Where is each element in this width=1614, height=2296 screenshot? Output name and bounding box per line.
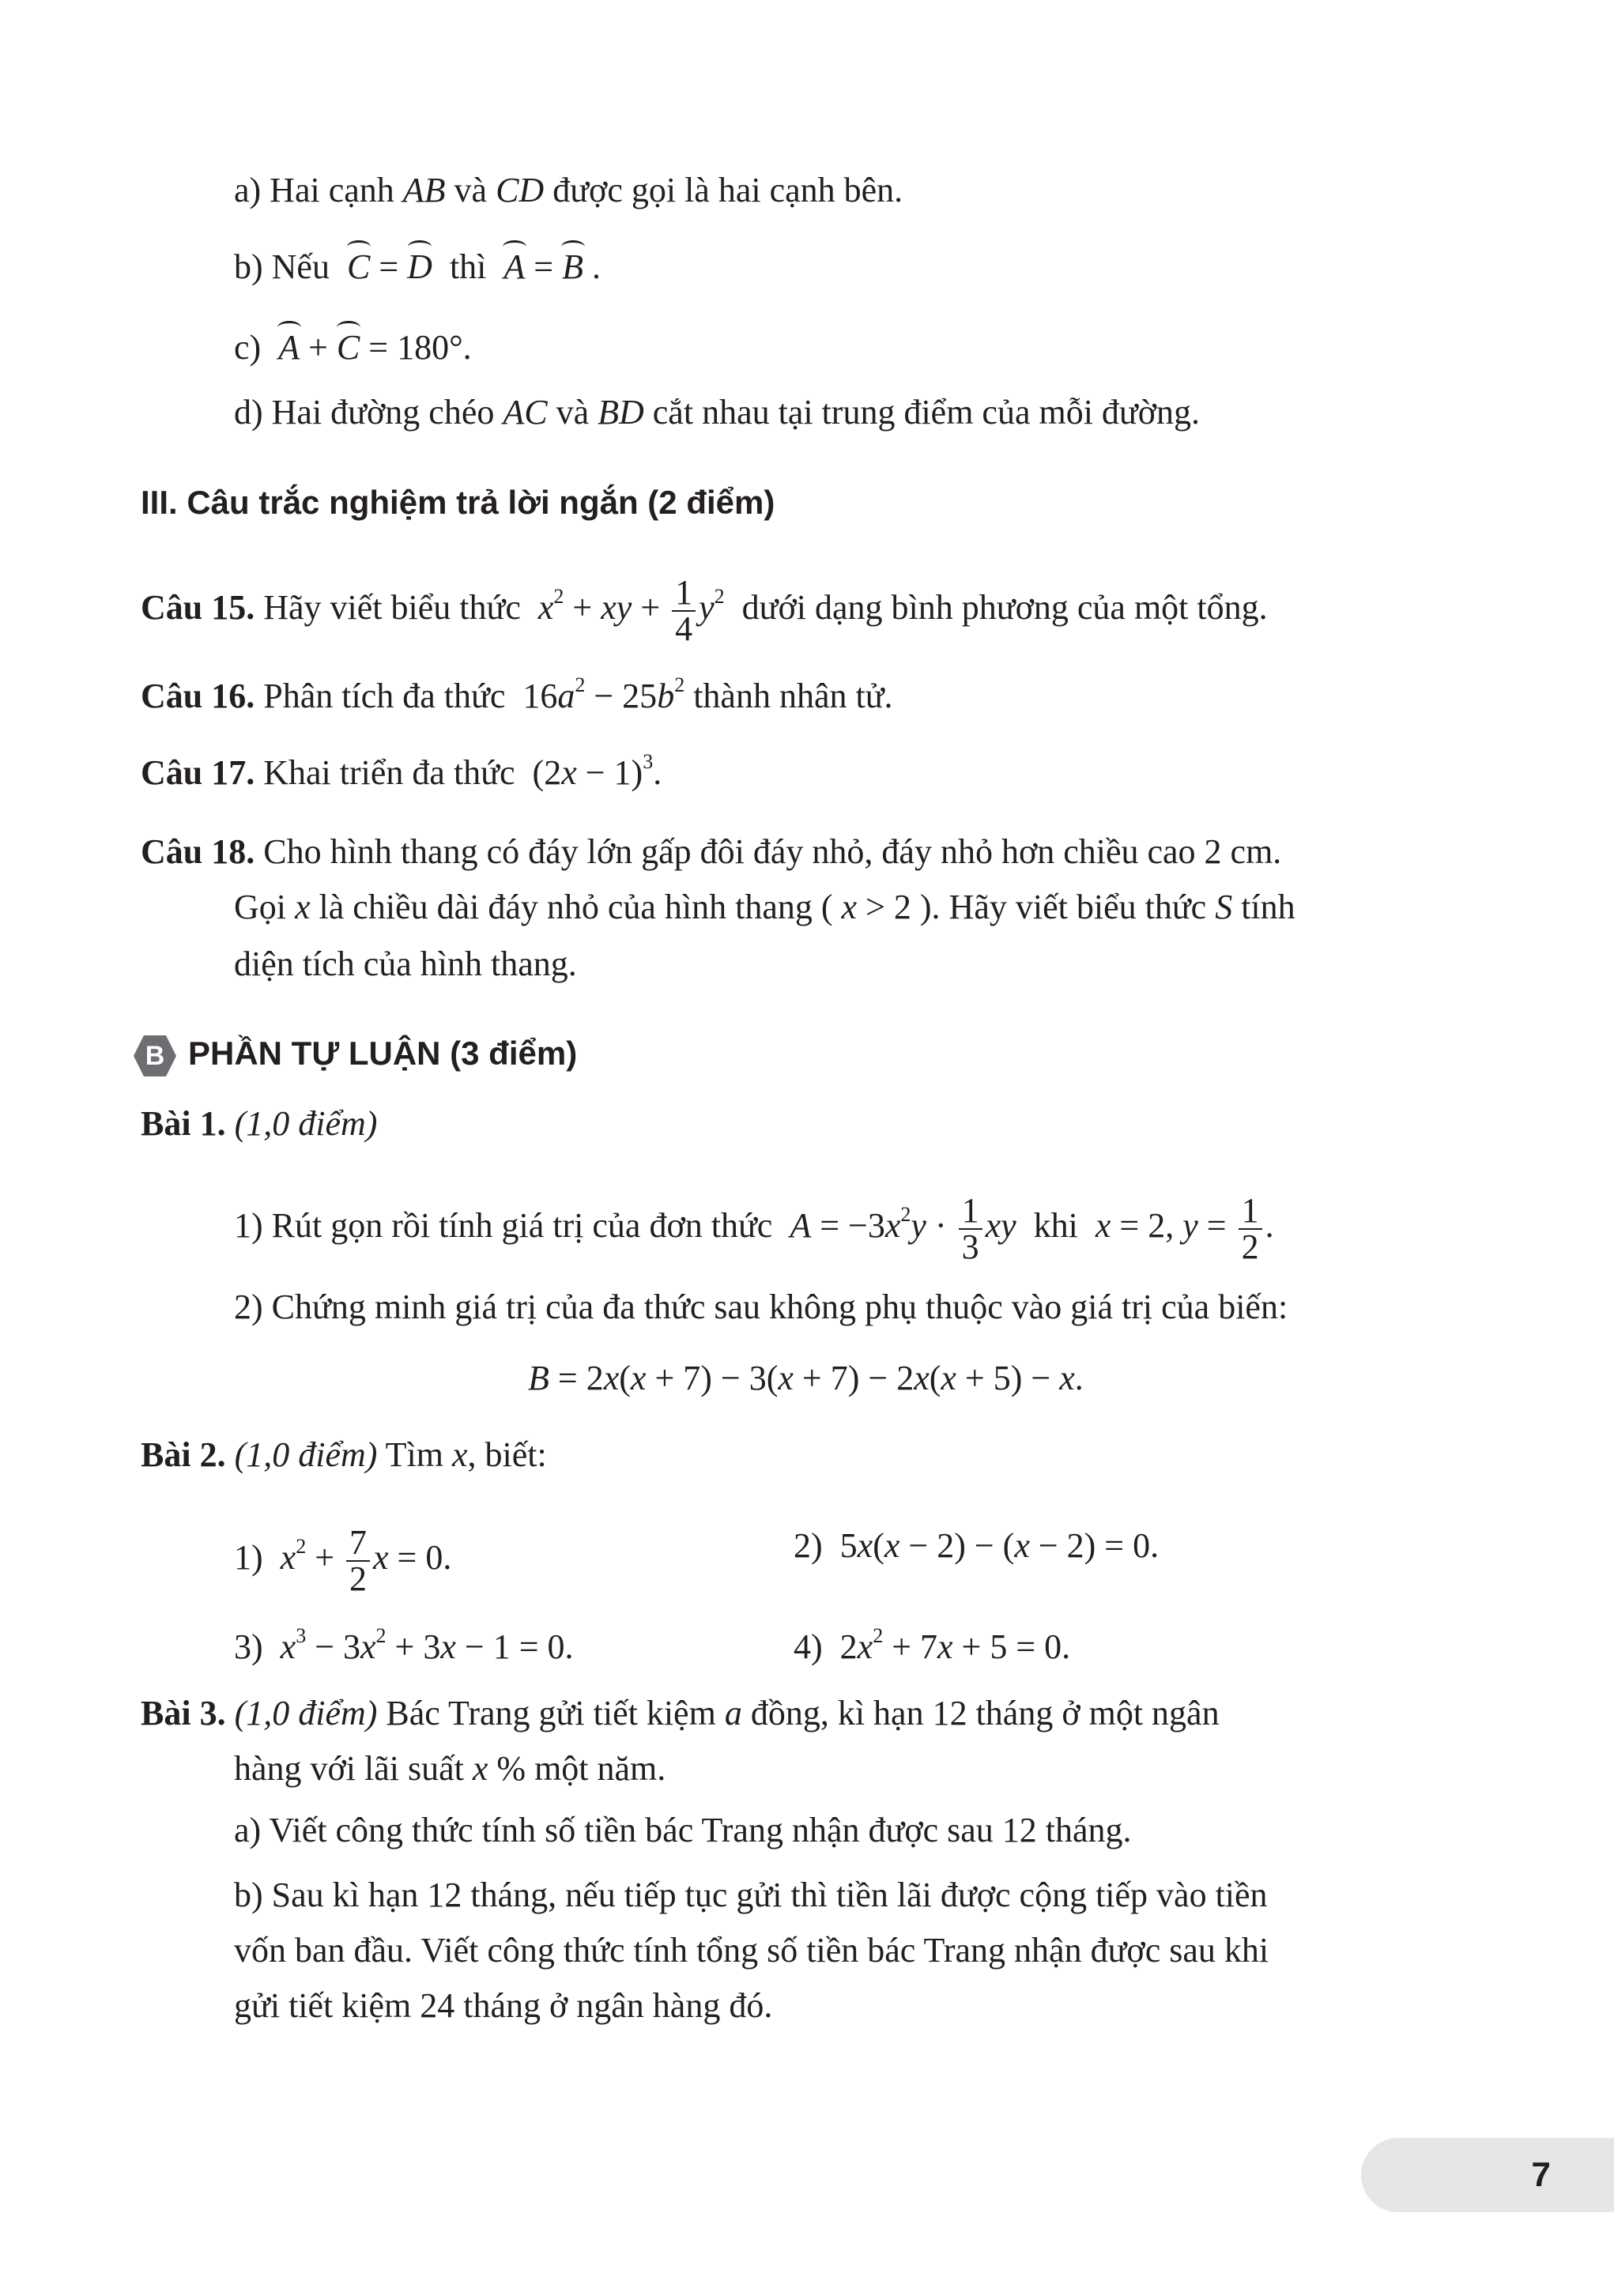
question-18-line-2: [234, 887, 1295, 928]
exercise-3-text-2b: % một năm.: [496, 1749, 666, 1788]
segment-cd: CD: [496, 171, 545, 209]
polynomial-b: B = 2x(x + 7) − 3(x + 7) − 2x(x + 5) − x.: [528, 1359, 1084, 1397]
statement-a-and: và: [454, 171, 488, 209]
exercise-3-text-1b: đồng, kì hạn 12 tháng ở một ngân: [750, 1694, 1220, 1732]
question-18-text-2c: ). Hãy viết biểu thức: [919, 888, 1207, 926]
exercise-3-part-b-line-3: gửi tiết kiệm 24 tháng ở ngân hàng đó.: [234, 1986, 773, 2025]
question-15: [141, 575, 1268, 647]
expression-q15: $x^2$ + xy + $\frac{1}{4}$ $y^2$: [529, 573, 725, 648]
statement-b: [234, 247, 601, 288]
exercise-3-part-b-line-1: b) Sau kì hạn 12 tháng, nếu tiếp tục gửi thì tiền lãi được cộng tiếp vào tiền: [234, 1876, 1268, 1914]
equation-3-label: 3): [234, 1627, 263, 1666]
polynomial-q16: $16a^2 - 25b^2$: [522, 673, 685, 715]
equation-4-label: 4): [794, 1627, 823, 1666]
equation-2: 2) 5x(x − 2) − (x − 2) = 0.: [794, 1526, 1160, 1565]
exercise-1-label: Bài 1.: [141, 1104, 226, 1143]
variable-s: S: [1215, 888, 1233, 926]
equation-1: 1) $x^2$ + $\frac{7}{2}$ x = 0.: [234, 1523, 452, 1598]
exercise-3-text-2a: hàng với lãi suất: [234, 1749, 464, 1788]
statement-a: [234, 170, 903, 211]
section-b-heading: [133, 1031, 577, 1078]
exercise-1-points: (1,0 điểm): [234, 1104, 378, 1143]
statement-d-tail: cắt nhau tại trung điểm của mỗi đường.: [652, 393, 1201, 432]
section-b-title: PHẦN TỰ LUẬN (3 điểm): [188, 1035, 578, 1072]
question-18-text-1: Cho hình thang có đáy lớn gấp đôi đáy nhỏ, đáy nhỏ hơn chiều cao 2 cm.: [263, 832, 1282, 871]
equation-2-label: 2): [794, 1526, 823, 1565]
question-18-line-3: diện tích của hình thang.: [234, 944, 577, 983]
exercise-3-line-2: [234, 1748, 666, 1789]
statement-c-label: c): [234, 328, 262, 367]
exercise-3-points: (1,0 điểm): [234, 1694, 378, 1732]
exercise-2-task: Tìm: [385, 1435, 443, 1474]
equation-3: 3) $x^3 - 3x^2 + 3x - 1 = 0$.: [234, 1624, 574, 1666]
statement-d-and: và: [556, 393, 590, 432]
exercise-1-part-1-text: 1) Rút gọn rồi tính giá trị của đơn thức: [234, 1206, 773, 1246]
question-17: [141, 752, 662, 794]
question-15-text: Hãy viết biểu thức: [263, 588, 521, 628]
statement-b-text: b) Nếu: [234, 247, 330, 286]
segment-ab: AB: [402, 171, 446, 209]
diagonal-ac: AC: [503, 393, 548, 432]
angle-sum-ac: A + C: [278, 328, 360, 367]
exercise-2-heading: [141, 1435, 547, 1476]
question-16-text: Phân tích đa thức: [263, 677, 506, 715]
exercise-3-part-b-line-2: vốn ban đầu. Viết công thức tính tổng số tiền bác Trang nhận được sau khi: [234, 1931, 1269, 1970]
equation-4: 4) $2x^2 + 7x + 5 = 0$.: [794, 1624, 1071, 1666]
statement-c-value: = 180°.: [368, 328, 472, 367]
question-18-text-2a: Gọi: [234, 888, 286, 926]
exercise-3-part-a: a) Viết công thức tính số tiền bác Trang nhận được sau 12 tháng.: [234, 1811, 1132, 1849]
question-18-text-2d: tính: [1241, 888, 1295, 926]
exercise-1-part-1: [234, 1193, 1274, 1265]
question-17-label: Câu 17.: [141, 753, 255, 792]
section-b-letter: B: [145, 1040, 165, 1071]
statement-b-then: thì: [449, 247, 487, 286]
question-18-label: Câu 18.: [141, 832, 255, 871]
variable-x: x: [295, 888, 311, 926]
condition-x: x > 2: [832, 888, 920, 926]
statement-c: [234, 327, 472, 368]
equation-1-label: 1): [234, 1538, 263, 1578]
unknown-x: x: [451, 1435, 468, 1474]
question-16-tail: thành nhân tử.: [693, 677, 893, 715]
question-18-text-2b: là chiều dài đáy nhỏ của hình thang (: [319, 888, 833, 926]
exercise-2-task-end: , biết:: [467, 1435, 547, 1474]
exercise-3-text-1a: Bác Trang gửi tiết kiệm: [386, 1694, 716, 1732]
exercise-2-points: (1,0 điểm): [234, 1435, 378, 1474]
variable-values: x = 2, y = $\frac{1}{2}$ .: [1086, 1191, 1274, 1266]
section-b-badge: [133, 1034, 177, 1078]
question-15-label: Câu 15.: [141, 588, 255, 628]
variable-rate-x: x: [472, 1749, 488, 1788]
monomial-a: $A = -3x^2y$ · $\frac{1}{3}$ xy: [781, 1191, 1025, 1266]
question-15-tail: dưới dạng bình phương của một tổng.: [741, 588, 1268, 628]
page-number: 7: [1531, 2155, 1551, 2194]
exercise-1-heading: [141, 1103, 377, 1144]
exercise-3-label: Bài 3.: [141, 1694, 226, 1732]
question-18-line-1: [141, 831, 1281, 873]
question-16-label: Câu 16.: [141, 677, 255, 715]
angle-equation-cd: C = D: [346, 247, 432, 286]
exercise-3-line-1: [141, 1693, 1220, 1734]
statement-d: [234, 392, 1200, 433]
angle-equation-ab: A = B .: [503, 247, 601, 286]
polynomial-q17: $(2x - 1)^3$.: [532, 750, 662, 792]
variable-a: a: [724, 1694, 742, 1732]
statement-a-text: a) Hai cạnh: [234, 171, 394, 209]
exercise-2-label: Bài 2.: [141, 1435, 226, 1474]
exercise-1-part-2: 2) Chứng minh giá trị của đa thức sau không phụ thuộc vào giá trị của biến:: [234, 1287, 1288, 1326]
section-3-heading: III. Câu trắc nghiệm trả lời ngắn (2 điểm): [141, 484, 775, 521]
page-number-tab: [1361, 2138, 1614, 2212]
statement-d-text: d) Hai đường chéo: [234, 393, 495, 432]
question-16: [141, 673, 893, 717]
diagonal-bd: BD: [598, 393, 644, 432]
question-17-text: Khai triển đa thức: [263, 753, 515, 792]
exercise-1-part-1-when: khi: [1033, 1206, 1078, 1246]
statement-a-tail: được gọi là hai cạnh bên.: [552, 171, 903, 209]
